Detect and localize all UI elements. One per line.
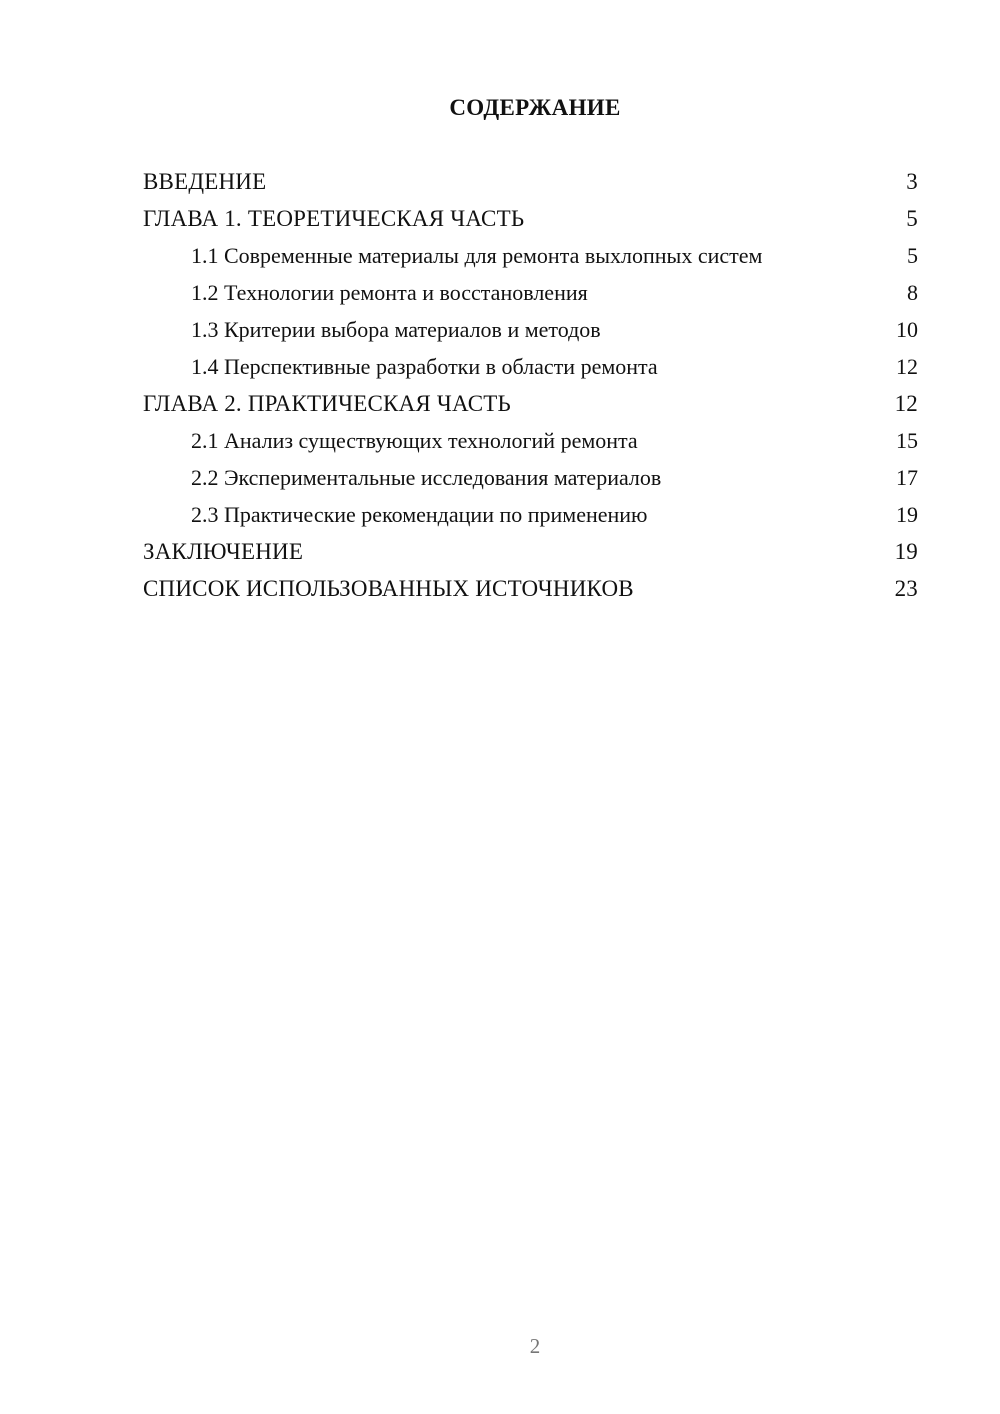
toc-entry-page: 12 — [896, 354, 918, 379]
toc-entry-page: 17 — [896, 465, 918, 490]
toc-entry-label: ГЛАВА 1. ТЕОРЕТИЧЕСКАЯ ЧАСТЬ — [143, 206, 525, 231]
toc-entry-section-2-2 — [143, 464, 918, 491]
toc-entry-page: 10 — [896, 317, 918, 342]
toc-entry-chapter-1 — [143, 205, 918, 232]
toc-entry-section-2-1 — [143, 427, 918, 454]
toc-entry-introduction — [143, 168, 918, 195]
toc-entry-page: 3 — [906, 169, 918, 194]
toc-entry-label: 1.3 Критерии выбора материалов и методов — [191, 317, 601, 342]
toc-entry-page: 19 — [896, 502, 918, 527]
toc-entry-label: 1.1 Современные материалы для ремонта выхлопных систем — [191, 243, 763, 268]
toc-entry-label: 1.4 Перспективные разработки в области ремонта — [191, 354, 658, 379]
toc-entry-label: ВВЕДЕНИЕ — [143, 169, 267, 194]
toc-entry-label: 2.2 Экспериментальные исследования материалов — [191, 465, 662, 490]
toc-entry-label: 1.2 Технологии ремонта и восстановления — [191, 280, 588, 305]
toc-entry-label: 2.1 Анализ существующих технологий ремонта — [191, 428, 638, 453]
toc-entry-section-1-3 — [143, 316, 918, 343]
toc-entry-section-1-2 — [143, 279, 918, 306]
toc-entry-page: 8 — [907, 280, 918, 305]
toc-entry-chapter-2 — [143, 390, 918, 417]
toc-entry-page: 23 — [894, 576, 918, 601]
toc-entry-section-2-3 — [143, 501, 918, 528]
toc-entry-page: 5 — [907, 243, 918, 268]
toc-entry-references — [143, 575, 918, 602]
toc-title: СОДЕРЖАНИЕ — [449, 95, 621, 120]
toc-entry-section-1-4 — [143, 353, 918, 380]
toc-entry-label: СПИСОК ИСПОЛЬЗОВАННЫХ ИСТОЧНИКОВ — [143, 576, 634, 601]
toc-entry-page: 12 — [894, 391, 918, 416]
table-of-contents — [143, 168, 918, 612]
toc-entry-label: ГЛАВА 2. ПРАКТИЧЕСКАЯ ЧАСТЬ — [143, 391, 511, 416]
toc-entry-page: 19 — [894, 539, 918, 564]
toc-entry-conclusion — [143, 538, 918, 565]
page-number: 2 — [529, 1334, 541, 1358]
toc-entry-page: 15 — [896, 428, 918, 453]
toc-entry-label: 2.3 Практические рекомендации по применению — [191, 502, 648, 527]
toc-entry-label: ЗАКЛЮЧЕНИЕ — [143, 539, 304, 564]
toc-entry-page: 5 — [906, 206, 918, 231]
toc-entry-section-1-1 — [143, 242, 918, 269]
